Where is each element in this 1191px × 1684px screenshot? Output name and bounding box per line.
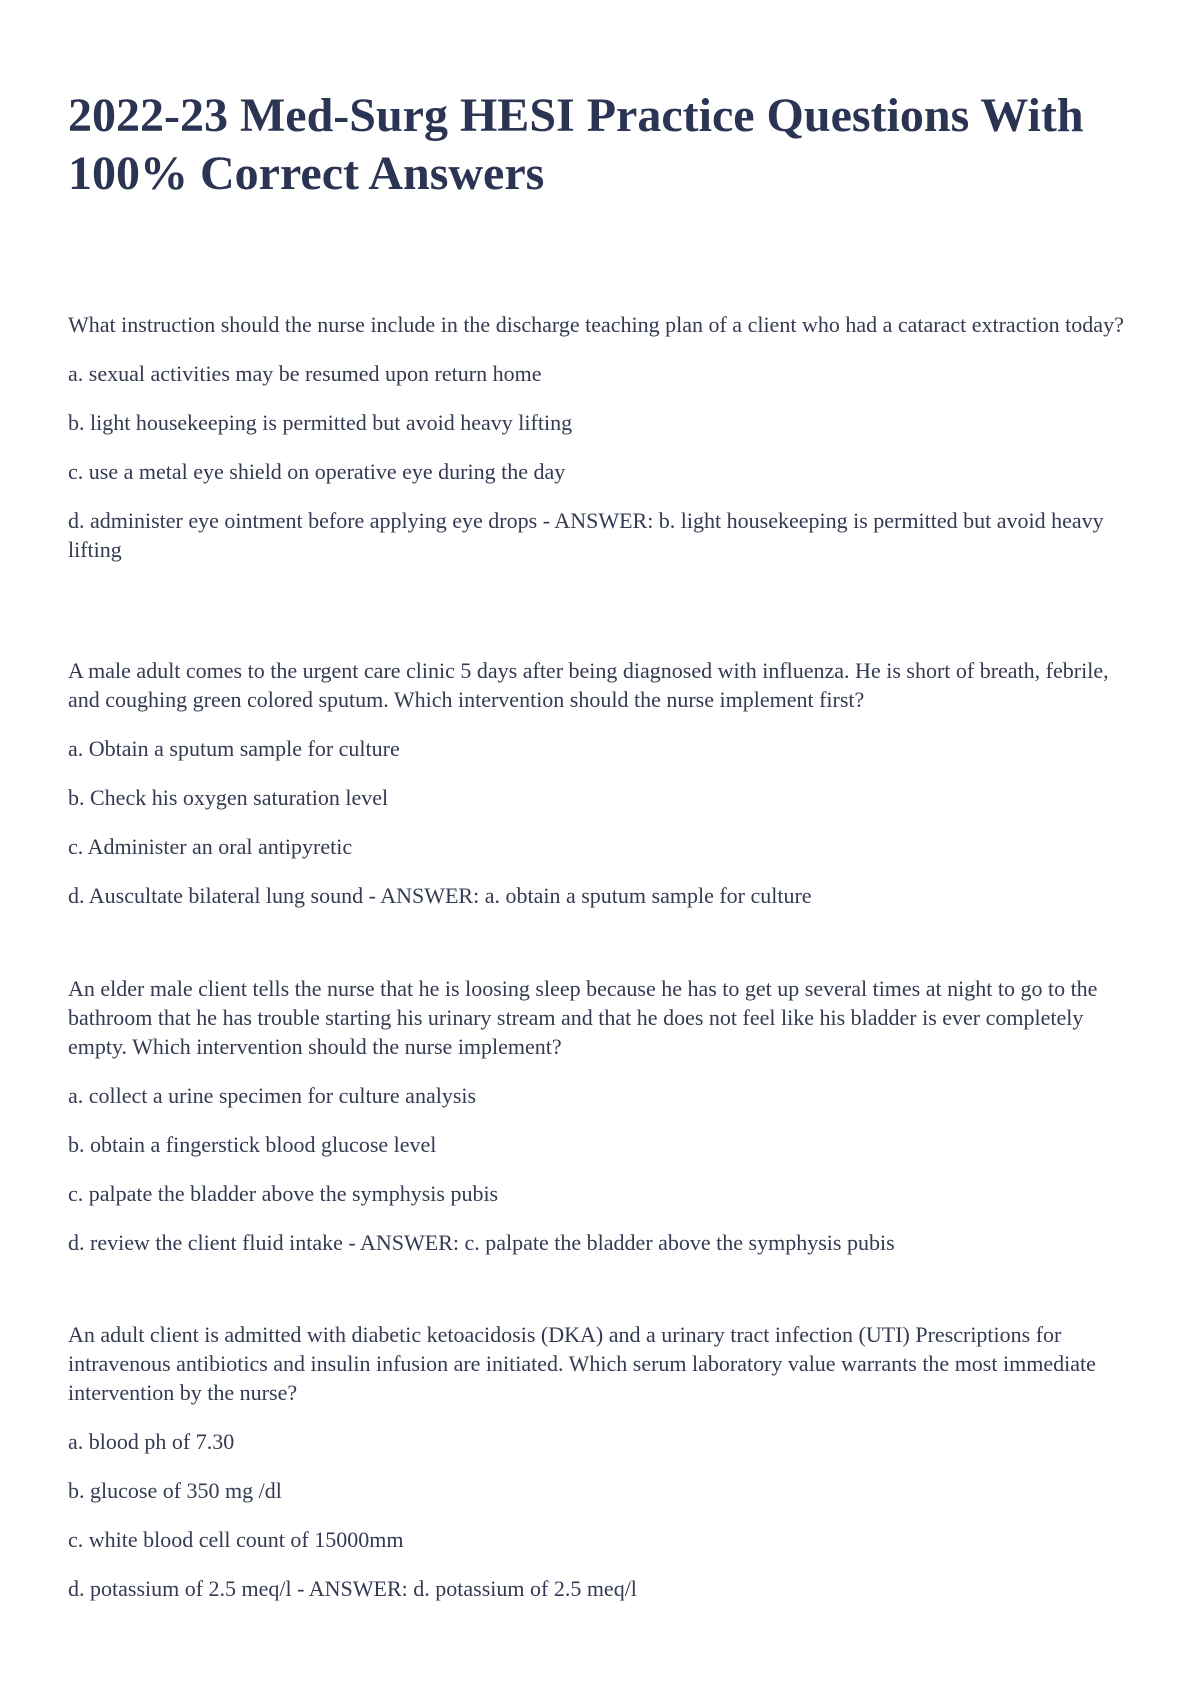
question-1	[68, 310, 1128, 584]
question-stem: An adult client is admitted with diabetic ketoacidosis (DKA) and a urinary tract infection (UTI) Prescriptions for intravenous antibiotics and insulin infusion are initiated. Which serum laboratory value warrants the most immediate intervention by the nurse?	[68, 1322, 1096, 1405]
answer-option-c: c. palpate the bladder above the symphysis pubis	[68, 1181, 499, 1206]
answer-option-b: b. light housekeeping is permitted but avoid heavy lifting	[68, 410, 573, 435]
question-3	[68, 974, 1128, 1277]
question-4	[68, 1320, 1128, 1623]
answer-option-b: b. Check his oxygen saturation level	[68, 785, 389, 810]
answer-option-d: d. administer eye ointment before applying eye drops - ANSWER: b. light housekeeping is permitted but avoid heavy lifting	[68, 508, 1104, 562]
document-title: 2022-23 Med-Surg HESI Practice Questions With 100% Correct Answers	[68, 89, 1084, 200]
answer-option-a: a. blood ph of 7.30	[68, 1429, 235, 1454]
answer-option-c: c. use a metal eye shield on operative eye during the day	[68, 459, 566, 484]
answer-option-d: d. Auscultate bilateral lung sound - ANSWER: a. obtain a sputum sample for culture	[68, 883, 812, 908]
answer-option-d: d. review the client fluid intake - ANSWER: c. palpate the bladder above the symphysis pubis	[68, 1230, 895, 1255]
answer-option-b: b. obtain a fingerstick blood glucose level	[68, 1132, 437, 1157]
answer-option-a: a. Obtain a sputum sample for culture	[68, 736, 400, 761]
answer-option-c: c. Administer an oral antipyretic	[68, 834, 353, 859]
question-2	[68, 656, 1128, 930]
answer-option-d: d. potassium of 2.5 meq/l - ANSWER: d. potassium of 2.5 meq/l	[68, 1576, 637, 1601]
answer-option-b: b. glucose of 350 mg /dl	[68, 1478, 282, 1503]
answer-option-a: a. collect a urine specimen for culture analysis	[68, 1083, 477, 1108]
question-stem: What instruction should the nurse include in the discharge teaching plan of a client who had a cataract extraction today?	[68, 312, 1124, 337]
question-stem: A male adult comes to the urgent care clinic 5 days after being diagnosed with influenza. He is short of breath, febrile, and coughing green colored sputum. Which intervention should the nurse implement first?	[68, 658, 1109, 712]
answer-option-c: c. white blood cell count of 15000mm	[68, 1527, 404, 1552]
answer-option-a: a. sexual activities may be resumed upon return home	[68, 361, 542, 386]
question-stem: An elder male client tells the nurse that he is loosing sleep because he has to get up several times at night to go to the bathroom that he has trouble starting his urinary stream and that he does not feel like his bladder is ever completely empty. Which intervention should the nurse implement?	[68, 976, 1098, 1059]
